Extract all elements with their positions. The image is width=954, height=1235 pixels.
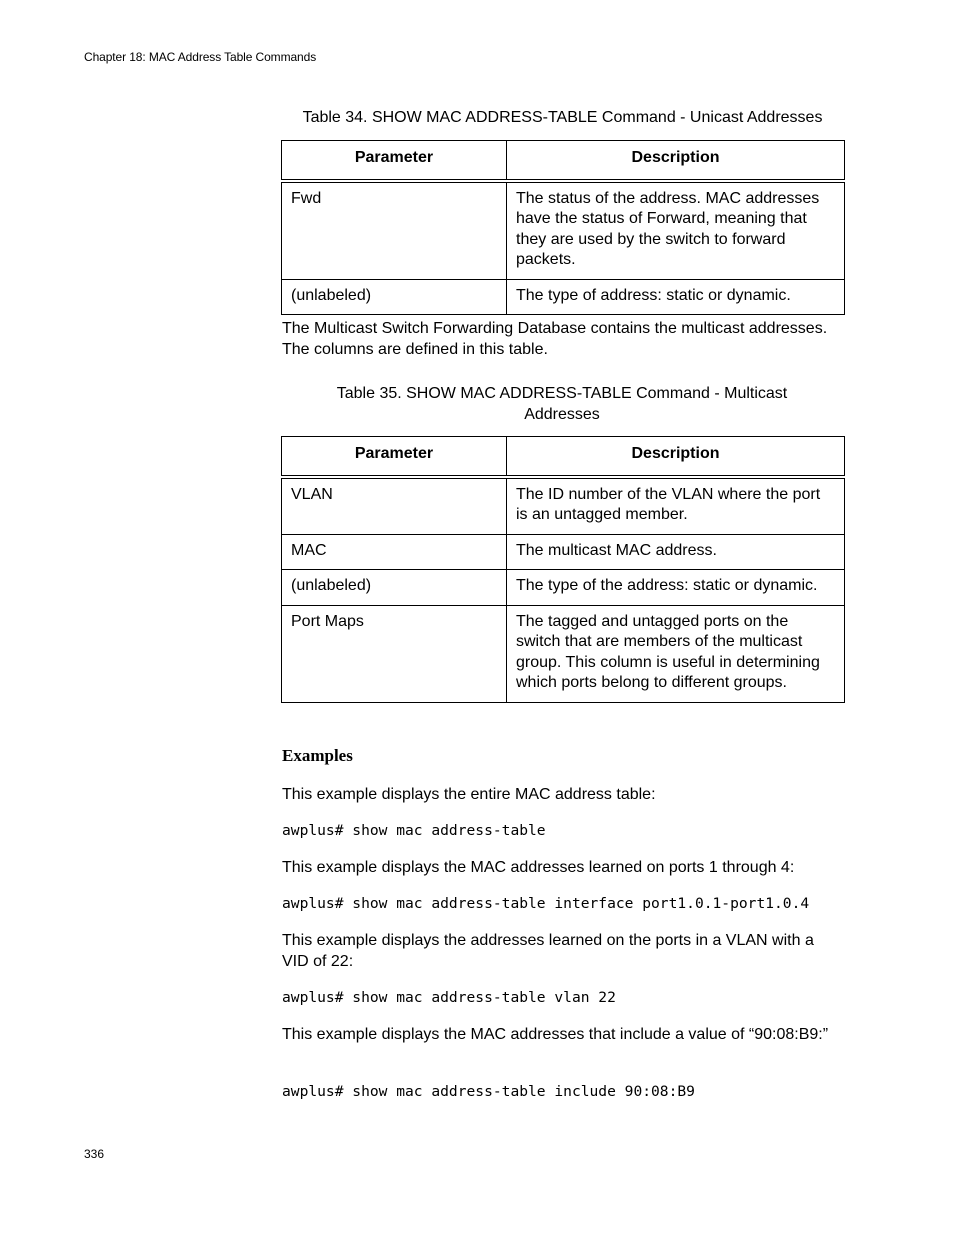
table-35 xyxy=(281,436,845,703)
parameter-cell: (unlabeled) xyxy=(282,570,507,606)
description-cell: The tagged and untagged ports on the switch that are members of the multicast group. This column is useful in determining which ports belong to different groups. xyxy=(507,605,845,702)
column-header-parameter: Parameter xyxy=(282,437,507,477)
parameter-cell: MAC xyxy=(282,534,507,570)
chapter-header: Chapter 18: MAC Address Table Commands xyxy=(84,50,317,64)
multicast-intro-paragraph: The Multicast Switch Forwarding Database contains the multicast addresses. The columns are defined in this table. xyxy=(282,320,828,358)
page-number: 336 xyxy=(84,1147,105,1161)
column-header-description: Description xyxy=(507,437,845,477)
description-cell: The status of the address. MAC addresses have the status of Forward, meaning that they are used by the switch to forward packets. xyxy=(507,181,845,280)
column-header-parameter: Parameter xyxy=(282,141,507,181)
table-row xyxy=(282,534,845,570)
table-row xyxy=(282,477,845,535)
table-row xyxy=(282,181,845,280)
description-cell: The type of the address: static or dynamic. xyxy=(507,570,845,606)
parameter-cell: VLAN xyxy=(282,477,507,535)
example-4-text: This example displays the MAC addresses that include a value of “90:08:B9:” xyxy=(282,1026,829,1043)
example-3-command: awplus# show mac address-table vlan 22 xyxy=(282,989,616,1006)
table-row xyxy=(282,279,845,315)
example-4-command: awplus# show mac address-table include 90:08:B9 xyxy=(282,1083,695,1100)
example-3-text: This example displays the addresses learned on the ports in a VLAN with a VID of 22: xyxy=(282,932,814,970)
description-cell: The ID number of the VLAN where the port is an untagged member. xyxy=(507,477,845,535)
parameter-cell: Fwd xyxy=(282,181,507,280)
parameter-cell: Port Maps xyxy=(282,605,507,702)
description-cell: The multicast MAC address. xyxy=(507,534,845,570)
table-row xyxy=(282,570,845,606)
table-header-row xyxy=(282,141,845,181)
description-cell: The type of address: static or dynamic. xyxy=(507,279,845,315)
table-34 xyxy=(281,140,845,315)
example-2-text: This example displays the MAC addresses learned on ports 1 through 4: xyxy=(282,859,795,876)
example-1-command: awplus# show mac address-table xyxy=(282,822,546,839)
example-2-command: awplus# show mac address-table interface port1.0.1-port1.0.4 xyxy=(282,895,810,912)
table-34-caption: Table 34. SHOW MAC ADDRESS-TABLE Command - Unicast Addresses xyxy=(302,109,823,126)
table-row xyxy=(282,605,845,702)
table-header-row xyxy=(282,437,845,477)
parameter-cell: (unlabeled) xyxy=(282,279,507,315)
examples-heading: Examples xyxy=(282,746,353,765)
example-1-text: This example displays the entire MAC address table: xyxy=(282,786,656,803)
table-35-caption: Table 35. SHOW MAC ADDRESS-TABLE Command - Multicast Addresses xyxy=(336,385,788,423)
column-header-description: Description xyxy=(507,141,845,181)
